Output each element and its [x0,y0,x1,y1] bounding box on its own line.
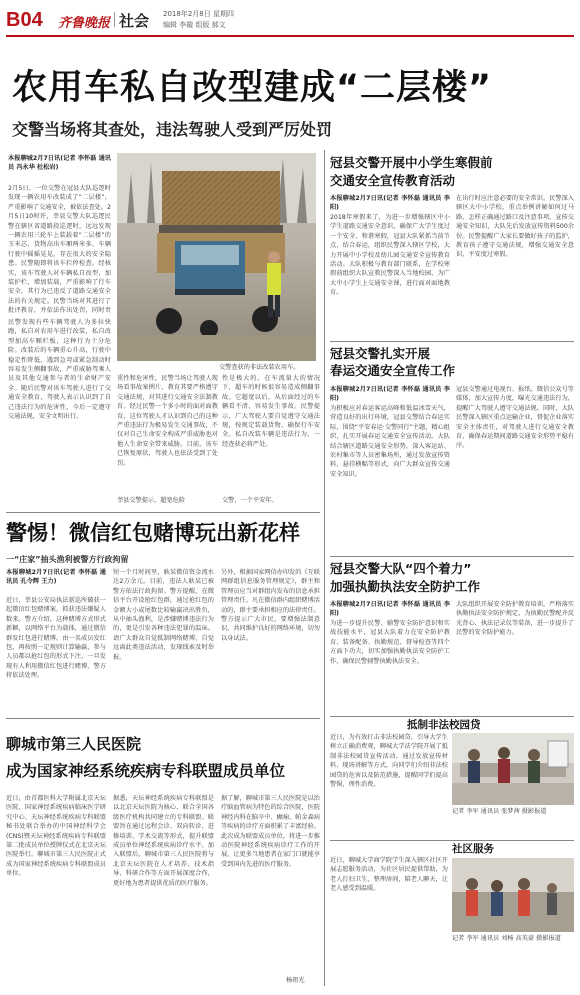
editors-line: 编辑 李璇 组版 郝文 [163,21,226,29]
page-number: B04 [6,9,43,31]
right1-col2: 在出行时应注意必要的安全常识。民警深入辖区大中小学校，重点举例讲解如何过马路、怎样正确通过路口及注意事项，宣传交通安全知识，大队先后发放宣传资料500余份。民警提醒广大家长要做好孩子的监护，教育孩子遵守交通法规，增强交通安全意识，平安度过寒假。 [456,195,574,259]
right5-top-rule [330,840,574,841]
right5-caption: 记者 李军 通讯员 刘杨 高英豪 摄影报道 [452,935,561,942]
right1-headline-line2: 交通安全宣传教育活动 [330,173,456,188]
section-name: 社会 [119,12,150,30]
article3-headline-line2: 成为国家神经系统疾病专科联盟成员单位 [6,762,286,780]
right3-top-rule [330,556,574,557]
news-photo-community-service [452,858,574,932]
lead-col3: 重性和危害性，民警当场让驾驶人现场看事故案例片，教育其要严格遵守交通法规，对其进行交通安全法制教育。经过民警一个多小时的面对面教育，这位驾驶人才认识到自己的这种严重违法行为极易发生交通事故，不仅对自己生命安全构成严重威胁也对他人生命安全带来威胁。目前，该车已恢复原状，驾驶人也依法受到了处罚。 [117,375,218,467]
masthead [6,6,574,34]
right1-byline: 本报聊城2月7日讯(记者 李怀磊 通讯员 李阳) [330,195,450,212]
right4-top-rule [330,716,574,717]
photo-caption: 交警查获的非法改装农用车。 [219,364,300,371]
article2-col1: 近日，莘县公安局执法新巡所破获一起微信红包赌博案，抓获违法嫌疑人数来。警方介绍，这种赌博方式形式新颖，以网络平台为载体，通过微信群发红包进行赌博。由一名成员发红包，再按照一定规则计算输赢，参与人员都以抢红包的形式下注，一旦发现有人利用微信红包进行赌博，警方将依法处理。 [6,597,106,680]
right3-byline: 本报聊城2月7日讯(记者 李怀磊 通讯员 李阳) [330,601,450,618]
lead-col2: 民警发现有些车辆驾驶人为多拉快跑，私自对农用车进行改装，私自改型加高车厢栏板，这种行为十分危险。改装后的车辆重心升高，行驶中稳定性降低，遇到急弯或紧急制动时容易发生侧翻事故，严重威胁驾乘人员及其他交通参与者的生命财产安全。随后民警对该车驾驶人进行了交通安全教育，驾驶人表示认识到了自己违法行为的危害性，今后一定遵守交通法规，安全文明出行。 [8,319,111,421]
lead-headline: 农用车私自改型建成“二层楼” [12,68,493,108]
article2-col2: 短一个月时间里，耿某微信资金流水达2万余元。目前，违法人耿某已被警方依法行政拘留。警方提醒，在微信平台开设抢红包群，通过抢红包的金额大小或尾数比较输赢决出胜负，从中抽头渔利，是涉嫌赌博违法行为的，更是引发各种违法犯罪的温床。请广大群众自觉抵制网络赌博，自觉远离此类违法活动，发现线索及时举报。 [113,569,214,661]
right2-headline-line2: 春运交通安全宣传工作 [330,363,456,378]
paper-name: 齐鲁晚报 [58,16,111,31]
right2-headline-line1: 冠县交警扎实开展 [330,346,431,361]
news-photo-modified-tractor [117,153,316,361]
lead-col3-sign: 莘县交警提示，超宽危险 [117,497,186,504]
right3-headline-line2: 加强执勤执法安全防护工作 [330,579,481,594]
lead-subhead: 交警当场将其查处，违法驾驶人受到严厉处罚 [12,120,333,139]
column-divider [324,150,325,986]
right4-title: 抵制非法校园贷 [407,719,481,731]
article3-col3: 据了解，聊城市第三人民医院是以治疗脑血管病为特色的综合医院，医院神经内科在脑卒中、癫痫、帕金森病等疾病的诊疗方面积累了丰富经验。此次成为联盟成员单位，将进一步推动医院神经系统疾病诊疗工作的开展，让更多当地患者在家门口就能享受到国内先进的医疗服务。 [221,795,320,868]
right3-col1: 为进一步提升民警、辅警安全防护意识和实战技能水平，冠县大队着力在安全防护教育、装备配备、执勤规范、督导检查等四个方面下功夫，切实加强执勤执法安全防护工作，确保民警辅警执勤执法安全。 [330,620,450,665]
photo-community-illustration [452,858,574,932]
article3-headline-line1: 聊城市第三人民医院 [6,735,142,753]
right3-col2: 大队组织开展安全防护教育培训，严格落实执勤执法安全防护规定，为执勤民警配齐反光背心、执法记录仪等装备，进一步提升了民警的安全防护能力。 [456,601,574,637]
right4-caption: 记者 李军 通讯员 张梦茜 摄影报道 [452,808,547,815]
article2-byline: 本报聊城2月7日讯(记者 李怀磊 通讯员 孔令辉 王力) [6,569,106,586]
lead-col4: 性是极大的。在车流量大的情况下，超车的时候很容易造成侧翻事故。它超宽以后，从后面经过的车辆看不清，容易发生事故。民警提示，广大驾驶人要自觉遵守交通法规，按规定装载货物，确保行车安全。私自改装车辆是违法行为，一经查获必将严处。 [222,375,320,448]
article2-headline: 警惕！微信红包赌博玩出新花样 [6,521,300,545]
right2-top-rule [330,341,574,342]
right5-text: 近日，聊城大学商学院学生深入辖区社区开展志愿服务活动，为社区居民提供帮助，为老人打扫卫生、整理房间，陪老人聊天，让老人感受到温暖。 [330,857,448,893]
article3-col1: 近日，由首都医科大学附属北京天坛医院、国家神经系统疾病临床医学研究中心、天坛神经系统疾病专科联盟秘书处联合举办的中国神经科学会(CNS)暨天坛神经系统疾病专科联盟第二批成员单位授牌仪式在北京天坛医院举行。聊城市第三人民医院正式成为国家神经系统疾病专科联盟成员单位。 [6,795,106,878]
separator-bar [114,12,115,27]
article2-col3: 另外，根据国家网信办印发的《互联网群组信息服务管理规定》，群主和管理员应当对群组内发布的信息承担管理责任。凡在微信群内组织赌博活动的，群主要承担相应的法律责任。警方提示广大市民，要增强法制意识，共同维护良好的网络环境，切勿以身试法。 [221,569,320,642]
right2-byline: 本报聊城2月7日讯(记者 李怀磊 通讯员 李阳) [330,386,450,403]
lead-col4-sign: 交警，一个平安年。 [222,497,278,504]
right2-col1: 为积极应对春运客运高峰和低温冰雪天气，营造良好的出行环境，冠县交警结合春运实际，围绕“平安春运·交警同行”主题，精心组织，扎实开展春运交通安全宣传活动。大队结合辖区道路交通安全形势，深入客运站、农村集市等人员密集场所，通过发放宣传资料、悬挂横幅等形式，向广大群众宣传交通安全知识。 [330,405,450,478]
article3-col2: 据悉，天坛神经系统疾病专科联盟是以北京天坛医院为核心，联合全国各级医疗机构共同建立的专科联盟。联盟旨在通过远程会诊、双向转诊、进修培训、学术交流等形式，提升联盟成员单位神经系统疾病诊疗水平。加入联盟后，聊城市第三人民医院将与北京天坛医院在人才培养、技术指导、科研合作等方面开展深度合作，更好地为患者提供优质的医疗服务。 [113,795,214,887]
news-photo-campus-loan [452,733,574,805]
right3-headline-line1: 冠县交警大队“四个着力” [330,561,472,576]
right4-text: 近日，为有效打击非法校园贷，引导大学生树立正确消费观，聊城大学法学院开展了抵制非法校园贷宣传活动。通过发放宣传材料、现场讲解等方式，向同学们介绍非法校园贷的危害以及防范措施，提醒同学们提高警惕，理性消费。 [330,734,448,789]
lead-byline: 本报聊城2月7日讯(记者 李怀磊 通讯员 冯永华 杜松岩) [8,155,111,172]
photo-illustration [117,153,316,361]
right1-headline-line1: 冠县交警开展中小学生寒假前 [330,155,493,170]
lead-col1: 2月5日，一位交警在冠县大队巡逻时发现一辆农用车改装成了“二层楼”，严重影响了交通安全，被依法查处。2月5日10时许，莘县交警大队巡逻民警在辖区省道路段巡逻时，远远发现一辆农用三轮车上装载着“二层楼”的玉米芯，货物高出车厢两米多，车辆行驶中摇摇晃晃，存在很大的安全隐患。民警随即将该车拦停检查。经核实，该车驾驶人对车辆私自改型，加装护栏，增加装载，严重影响了行车安全，其行为已违反了道路交通安全法的有关规定。民警当场对其进行了批评教育，并依法作出处罚，同时责 [8,185,111,314]
right1-col1: 2018年寒假来了，为进一步增强辖区中小学生道路交通安全意识，确保广大学生度过一个安全、和谐寒假，冠县大队紧抓当前节点，结合春运，组织民警深入辖区学校，大力开展中小学校及幼儿园交通安全宣传教育活动。大队积极与教育部门联系，在学校寒假前组织大队宣教民警深入当地校园，为广大中小学生上交通安全课，进行面对面地教育。 [330,214,450,297]
article2-subhead: 一“庄家”抽头渔利被警方行政拘留 [6,555,129,564]
issue-date: 2018年2月8日 星期四 [163,10,234,18]
article3-sign: 杨祖光 [286,977,305,984]
article3-top-rule [6,718,320,719]
masthead-rule [6,35,574,37]
photo-campus-illustration [452,733,574,805]
right5-title: 社区服务 [452,843,494,855]
right2-col2: 冠县交警通过电视台、报纸、微信公众号等媒体，加大宣传力度，曝光交通违法行为，提醒广大驾驶人遵守交通法规。同时，大队民警深入辖区重点运输企业，督促企业落实安全主体责任，对驾驶人进行交通安全教育，确保春运期间道路交通安全形势平稳有序。 [456,386,574,450]
article2-top-rule [6,512,320,513]
